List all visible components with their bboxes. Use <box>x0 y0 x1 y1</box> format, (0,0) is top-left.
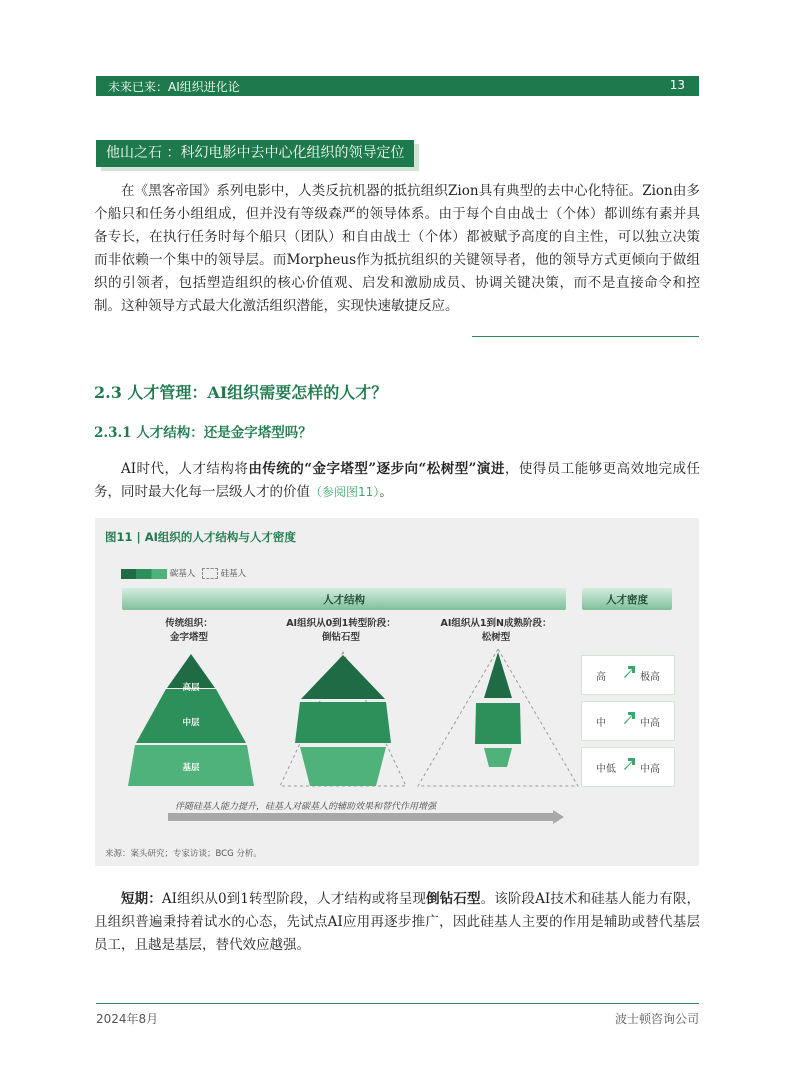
intro-text-3: 。 <box>379 484 393 500</box>
subsection-heading: 2.3.1 人才结构：还是金字塔型吗？ <box>94 425 312 441</box>
callout-divider <box>472 336 699 337</box>
column-label-pine-line1: AI组织从1到N成熟阶段： <box>440 618 552 629</box>
footer-company: 波士顿咨询公司 <box>614 1012 699 1026</box>
diamond-base-layer <box>300 747 386 786</box>
legend-carbon-label: 碳基人 <box>169 569 196 579</box>
callout-title: 他山之石 ：科幻电影中去中心化组织的领导定位 <box>96 140 414 167</box>
short-term-text-2: 。该阶段AI技术和硅基人能力有限，且组织普遍秉持着试水的心态，先试点AI应用再逐步推广，因此硅基人主要的作用是辅助或替代基层员工，且越是基层，替代效应越强。 <box>94 891 701 953</box>
density-top-from: 高 <box>596 672 606 683</box>
column-label-diamond-line2: 倒钻石型 <box>321 632 360 643</box>
footer-divider <box>96 1003 699 1004</box>
layer-label-base: 基层 <box>182 763 200 773</box>
pine-base-layer <box>484 748 512 767</box>
talent-density-band: 人才密度 <box>582 588 672 610</box>
header-title: 未来已来：AI组织进化论 <box>108 80 240 94</box>
column-label-traditional-line1: 传统组织： <box>165 618 213 629</box>
short-term-text-1: AI组织从0到1转型阶段，人才结构或将呈现 <box>161 891 427 907</box>
footer-date: 2024年8月 <box>96 1012 159 1026</box>
short-term-paragraph <box>94 888 700 957</box>
density-top-to: 极高 <box>640 672 660 683</box>
callout-paragraph: 在《黑客帝国》系列电影中，人类反抗机器的抵抗组织Zion具有典型的去中心化特征。Zion由多个船只和任务小组组成，但并没有等级森严的领导体系。由于每个自由战士（个体）都训练有素并具备专长，在执行任务时每个船只（团队）和自由战士（个体）都被赋予高度的自主性，可以独立决策而非依赖一个集中的领导层。而Morpheus作为抵抗组织的关键领导者，他的领导方式更倾向于做组织的引领者，包括塑造组织的核心价值观、启发和激励成员、协调关键决策，而不是直接命令和控制。这种领导方式最大化激活组织潜能，实现快速敏捷反应。 <box>94 183 700 314</box>
density-row-mid <box>581 701 675 741</box>
diamond-mid-layer <box>295 702 391 743</box>
arrow-up-right-icon <box>622 711 636 725</box>
density-row-top <box>581 655 675 695</box>
short-term-bold-1: 短期： <box>121 891 162 907</box>
section-heading: 2.3 人才管理：AI组织需要怎样的人才？ <box>94 383 388 402</box>
density-mid-to: 中高 <box>640 718 660 729</box>
intro-text-2: ，使得员工能够更高效地完成任务，同时最大化每一层级人才的价值 <box>94 461 701 500</box>
column-label-pine-line2: 松树型 <box>481 632 511 643</box>
density-mid-from: 中 <box>596 718 606 729</box>
short-term-bold-2: 倒钻石型 <box>426 891 481 907</box>
progress-arrow <box>168 810 564 824</box>
density-base-from: 中低 <box>596 764 616 775</box>
page-number: 13 <box>669 78 685 92</box>
figure-title: 图11 | AI组织的人才结构与人才密度 <box>105 530 296 544</box>
arrow-up-right-icon <box>622 665 636 679</box>
arrow-up-right-icon <box>622 757 636 771</box>
column-label-diamond-line1: AI组织从0到1转型阶段： <box>286 618 396 629</box>
pyramid-mid-layer <box>136 689 246 743</box>
diamond-top-layer <box>301 655 385 699</box>
column-label-traditional-line2: 金字塔型 <box>169 632 208 643</box>
talent-structure-band: 人才结构 <box>122 588 566 610</box>
figure-11 <box>95 518 699 866</box>
intro-paragraph <box>94 458 700 504</box>
intro-bold: 由传统的“金字塔型”逐步向“松树型”演进 <box>248 461 505 477</box>
density-row-base <box>581 747 675 787</box>
intro-text-1: AI时代，人才结构将 <box>121 461 249 477</box>
pine-top-layer <box>484 652 512 698</box>
figure-reference-link[interactable]: （参阅图11） <box>310 485 380 499</box>
pine-mid-layer <box>475 703 521 744</box>
layer-label-mid: 中层 <box>182 718 200 728</box>
figure-source: 来源：案头研究；专家访谈；BCG 分析。 <box>105 849 262 859</box>
running-header <box>96 76 699 96</box>
layer-label-top: 高层 <box>182 683 200 693</box>
density-base-to: 中高 <box>640 764 660 775</box>
figure-note: 伴随硅基人能力提升，硅基人对碳基人的辅助效果和替代作用增强 <box>175 802 437 812</box>
legend-silicon-label: 硅基人 <box>220 569 247 579</box>
